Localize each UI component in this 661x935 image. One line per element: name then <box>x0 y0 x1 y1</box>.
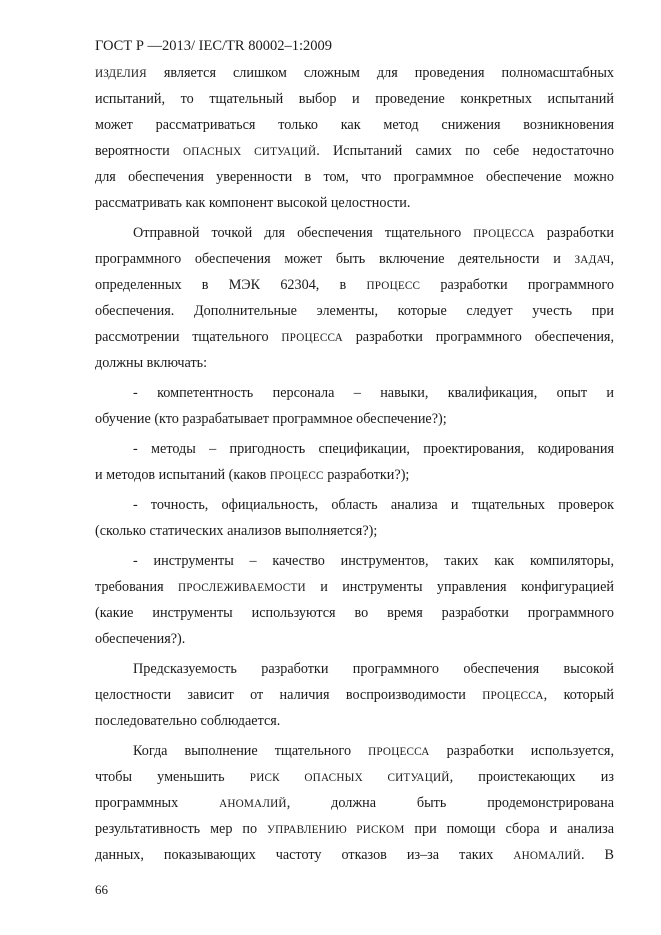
text-span: обеспечения. Дополнительные элементы, которые следует учесть при <box>95 303 614 319</box>
text-span: - методы – пригодность спецификации, проектирования, кодирования <box>133 441 614 457</box>
document-header: ГОСТ Р —2013/ IEC/TR 80002–1:2009 <box>95 38 332 54</box>
text-span: , который <box>543 687 614 703</box>
text-span: последовательно соблюдается. <box>95 713 281 729</box>
text-line <box>95 712 614 730</box>
term-smallcaps: РИСК ОПАСНЫХ СИТУАЦИЙ <box>249 772 450 784</box>
text-span: Отправной точкой для обеспечения тщательного <box>133 225 474 241</box>
text-span: может рассматриваться только как метод снижения возникновения <box>95 117 614 133</box>
text-span: программного обеспечения может быть включение деятельности и <box>95 251 575 267</box>
text-span: - точность, официальность, область анализа и тщательных проверок <box>133 497 614 513</box>
text-line <box>133 496 614 514</box>
term-smallcaps: ПРОЦЕССА <box>368 746 430 758</box>
text-span: (какие инструменты используются во время разработки программного <box>95 605 614 621</box>
text-span: вероятности <box>95 143 183 159</box>
text-span: является слишком сложным для проведения полномасштабных <box>146 65 614 81</box>
text-span: испытаний, то тщательный выбор и проведение конкретных испытаний <box>95 91 614 107</box>
text-span: результативность мер по <box>95 821 267 837</box>
text-line <box>95 522 614 540</box>
term-smallcaps: ПРОЦЕСС <box>269 470 324 482</box>
term-smallcaps: ПРОЦЕССА <box>281 332 343 344</box>
text-line <box>95 466 614 485</box>
text-span: , <box>610 251 614 267</box>
term-smallcaps: ПРОЦЕССА <box>482 690 544 702</box>
text-line <box>133 660 614 678</box>
term-smallcaps: ПРОЦЕССА <box>473 228 535 240</box>
text-line <box>95 250 614 269</box>
text-line <box>95 194 614 212</box>
text-span: и инструменты управления конфигурацией <box>305 579 614 595</box>
text-line <box>95 64 614 83</box>
text-span: чтобы уменьшить <box>95 769 250 785</box>
term-smallcaps: ИЗДЕЛИЯ <box>95 68 147 80</box>
text-span: . Испытаний самих по себе недостаточно <box>316 143 615 159</box>
term-smallcaps: АНОМАЛИЙ <box>219 798 287 810</box>
text-line <box>95 768 614 787</box>
text-span: разработки используется, <box>429 743 614 759</box>
text-span: программных <box>95 795 220 811</box>
text-span: рассмотрении тщательного <box>95 329 282 345</box>
text-span: рассматривать как компонент высокой целостности. <box>95 195 411 211</box>
text-line <box>95 276 614 295</box>
text-span: для обеспечения уверенности в том, что программное обеспечение можно <box>95 169 614 185</box>
text-span: - компетентность персонала – навыки, квалификация, опыт и <box>133 385 614 401</box>
term-smallcaps: ПРОЦЕСС <box>366 280 421 292</box>
text-line <box>95 604 614 622</box>
text-span: , должна быть продемонстрирована <box>286 795 614 811</box>
text-span: должны включать: <box>95 355 208 371</box>
text-span: обеспечения?). <box>95 631 186 647</box>
text-span: требования <box>95 579 179 595</box>
text-line <box>95 90 614 108</box>
text-span: данных, показывающих частоту отказов из–за таких <box>95 847 514 863</box>
text-span: Предсказуемость разработки программного обеспечения высокой <box>133 661 614 677</box>
text-line <box>133 552 614 570</box>
text-line <box>95 142 614 161</box>
text-span: определенных в МЭК 62304, в <box>95 277 367 293</box>
text-line <box>95 328 614 347</box>
term-smallcaps: ЗАДАЧ <box>574 254 611 266</box>
text-line <box>95 846 614 865</box>
text-line <box>95 410 614 428</box>
text-line <box>133 440 614 458</box>
text-span: - инструменты – качество инструментов, таких как компиляторы, <box>133 553 614 569</box>
text-span: обучение (кто разрабатывает программное обеспечение?); <box>95 411 447 427</box>
text-line <box>95 168 614 186</box>
text-span: (сколько статических анализов выполняется?); <box>95 523 378 539</box>
text-line <box>95 820 614 839</box>
page-number: 66 <box>95 882 108 897</box>
text-span: разработки программного обеспечения, <box>342 329 614 345</box>
text-span: разработки программного <box>420 277 615 293</box>
text-line <box>95 354 614 372</box>
text-span: при помощи сбора и анализа <box>404 821 614 837</box>
text-span: . В <box>580 847 614 863</box>
term-smallcaps: ОПАСНЫХ СИТУАЦИЙ <box>182 146 317 158</box>
text-span: разработки <box>534 225 614 241</box>
text-span: и методов испытаний (каков <box>95 467 270 483</box>
text-span: , проистекающих из <box>449 769 614 785</box>
text-span: разработки?); <box>323 467 410 483</box>
text-line <box>133 384 614 402</box>
text-span: Когда выполнение тщательного <box>133 743 369 759</box>
term-smallcaps: АНОМАЛИЙ <box>513 850 581 862</box>
text-line <box>95 116 614 134</box>
text-line <box>133 224 614 243</box>
term-smallcaps: ПРОСЛЕЖИВАЕМОСТИ <box>178 582 306 594</box>
term-smallcaps: УПРАВЛЕНИЮ РИСКОМ <box>266 824 405 836</box>
text-line <box>133 742 614 761</box>
text-line <box>95 794 614 813</box>
text-line <box>95 686 614 705</box>
text-line <box>95 578 614 597</box>
text-span: целостности зависит от наличия воспроизводимости <box>95 687 483 703</box>
text-line <box>95 302 614 320</box>
text-line <box>95 630 614 648</box>
